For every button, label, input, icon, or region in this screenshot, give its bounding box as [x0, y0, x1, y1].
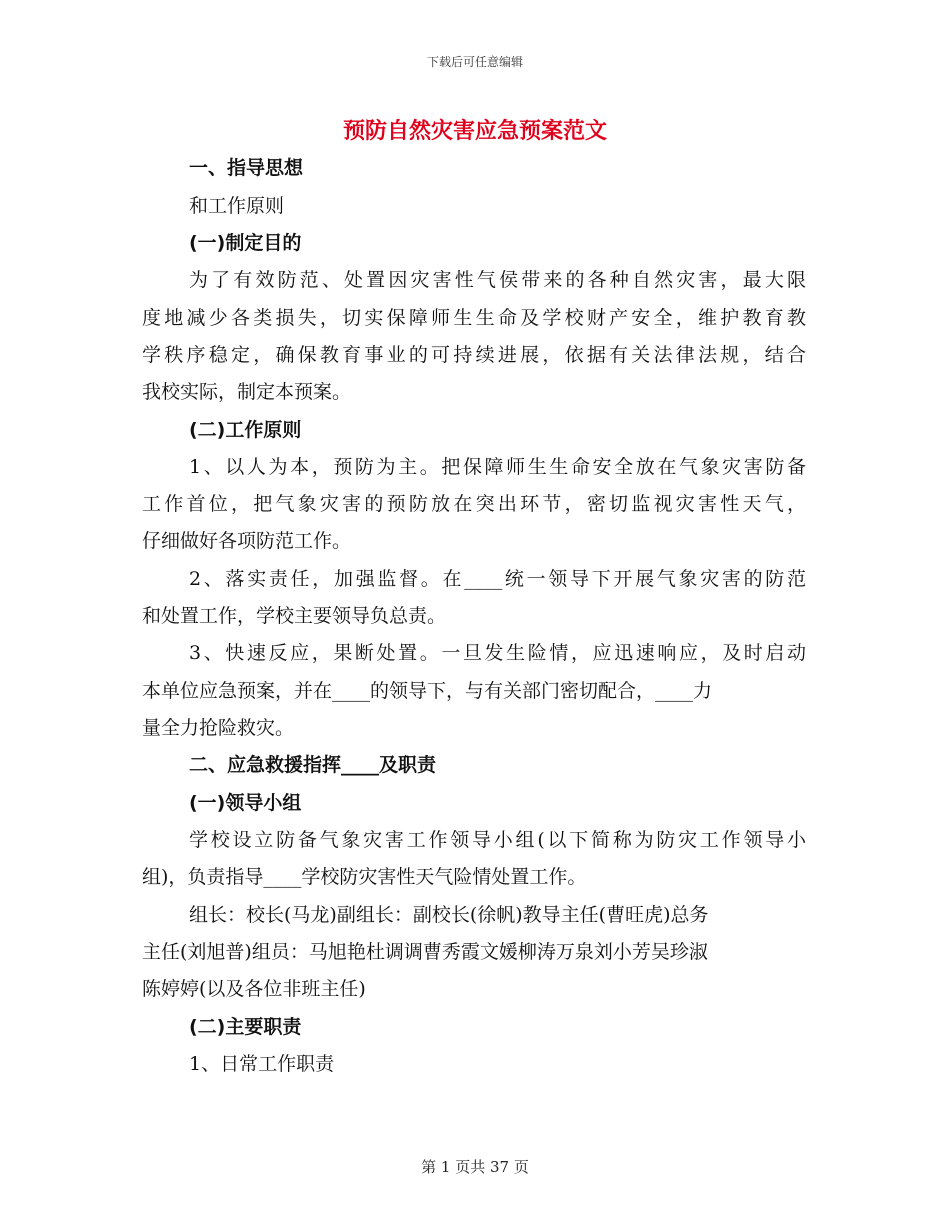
paragraph-line: 度地减少各类损失，切实保障师生生命及学校财产安全，维护教育教 [142, 307, 806, 329]
paragraph-line: 1、以人为本，预防为主。把保障师生生命安全放在气象灾害防备 [189, 456, 806, 478]
paragraph-line: 工作首位，把气象灾害的预防放在突出环节，密切监视灾害性天气， [142, 493, 806, 515]
subsection-heading: (二)工作原则 [189, 419, 302, 441]
paragraph-line: 仔细做好各项防范工作。 [142, 530, 352, 552]
paragraph-line: 陈婷婷(以及各位非班主任) [142, 978, 366, 1000]
header-note: 下载后可任意编辑 [426, 55, 523, 69]
paragraph-line: 量全力抢险救灾。 [142, 717, 295, 739]
paragraph-line: 组长：校长(马龙)副组长：副校长(徐帆)教导主任(曹旺虎)总务 [189, 904, 709, 926]
subsection-heading: (二)主要职责 [189, 1016, 302, 1038]
section-heading: 一、指导思想 [189, 157, 304, 179]
paragraph-line: 主任(刘旭普)组员：马旭艳杜调调曹秀霞文媛柳涛万泉刘小芳吴珍淑 [142, 941, 708, 963]
subsection-heading: (一)领导小组 [189, 792, 302, 814]
paragraph-line: 组)，负责指导____学校防灾害性天气险情处置工作。 [142, 866, 587, 888]
document-title: 预防自然灾害应急预案范文 [342, 119, 607, 144]
paragraph-line: 2、落实责任，加强监督。在____统一领导下开展气象灾害的防范 [189, 568, 806, 590]
paragraph-line: 学秩序稳定，确保教育事业的可持续进展，依据有关法律法规，结合 [142, 344, 806, 366]
paragraph-line: 和工作原则 [189, 195, 285, 217]
paragraph-line: 本单位应急预案，并在____的领导下，与有关部门密切配合，____力 [142, 680, 713, 702]
page-footer: 第 1 页共 37 页 [421, 1158, 529, 1176]
paragraph-line: 1、日常工作职责 [189, 1053, 335, 1075]
paragraph-line: 和处置工作，学校主要领导负总责。 [142, 605, 447, 627]
subsection-heading: (一)制定目的 [189, 232, 302, 254]
paragraph-line: 3、快速反应，果断处置。一旦发生险情，应迅速响应，及时启动 [189, 642, 806, 664]
paragraph-line: 我校实际，制定本预案。 [142, 381, 352, 403]
paragraph-line: 学校设立防备气象灾害工作领导小组(以下简称为防灾工作领导小 [189, 829, 806, 851]
section-heading: 二、应急救援指挥____及职责 [189, 754, 437, 776]
paragraph-line: 为了有效防范、处置因灾害性气侯带来的各种自然灾害，最大限 [189, 269, 806, 291]
